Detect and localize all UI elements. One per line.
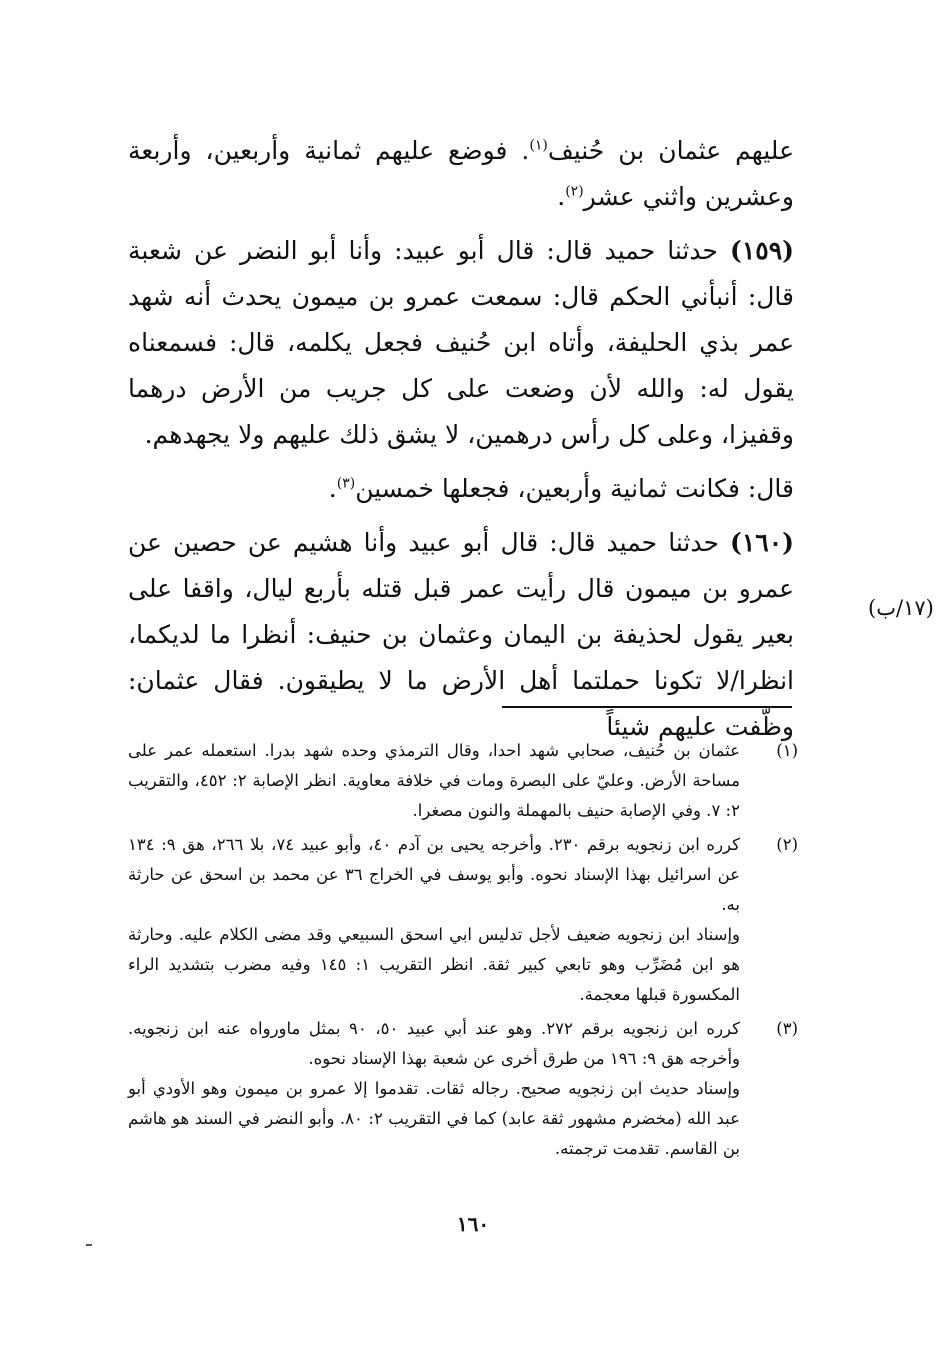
footnote-body: [128, 736, 740, 826]
footnote-3: [128, 1014, 798, 1164]
conclusion-end: .: [328, 474, 337, 503]
footnote-line: وإسناد ابن زنجويه ضعيف لأجل تدليس ابي اسحق السبيعي وقد مضى الكلام عليه. وحارثة هو ابن مُضَرِّب وهو تابعي كبير ثقة. انظر التقريب ١: ١٤٥ وفيه مضرب بتشديد الراء المكسورة قبلها معجمة.: [128, 925, 740, 1004]
footnote-line: وإسناد حديث ابن زنجويه صحيح. رجاله ثقات. تقدموا إلا عمرو بن ميمون وهو الأودي أبو عبد الله (مخضرم مشهور ثقة عابد) كما في التقريب ٢: ٨٠. وأبو النضر في السند هو هاشم بن القاسم. تقدمت ترجمته.: [128, 1079, 740, 1158]
paragraph-1-text-a: عليهم عثمان بن حُنيف: [547, 136, 794, 165]
manuscript-folio-note: (١٧/ب): [868, 596, 934, 620]
paragraph-159-conclusion: [128, 466, 794, 512]
footnote-line: كرره ابن زنجويه برقم ٢٣٠. وأخرجه يحيى بن آدم ٤٠، وأبو عبيد ٧٤، بلا ٢٦٦، هق ٩: ١٣٤ عن اسرائيل بهذا الإسناد نحوه. وأبو يوسف في الخراج ٣٦ عن محمد بن اسحق عن حارثة به.: [128, 835, 741, 914]
footnote-separator: [502, 706, 792, 708]
paragraph-159: [128, 228, 794, 458]
footnote-2: [128, 830, 798, 1010]
hadith-number-159: (١٥٩): [730, 236, 794, 265]
footnote-body: [128, 1014, 740, 1164]
paragraph-160-text: حدثنا حميد قال: قال أبو عبيد وأنا هشيم عن حصين عن عمرو بن ميمون قال رأيت عمر قبل قتله بأربع ليال، واقفا على بعير يقول لحذيفة بن اليمان وعثمان بن حنيف: أنظرا ما لديكما، انظرا/لا تكونا حملتما أهل الأرض ما لا يطيقون. فقال عثمان: وظّفت عليهم شيئاً: [128, 528, 794, 741]
footnote-line: كرره ابن زنجويه برقم ٢٧٢. وهو عند أبي عبيد ٥٠، ٩٠ بمثل ماورواه عنه ابن زنجويه. وأخرجه هق ٩: ١٩٦ من طرق أخرى عن شعبة بهذا الإسناد نحوه.: [128, 1019, 741, 1068]
main-text: [128, 128, 794, 758]
hadith-number-160: (١٦٠): [730, 528, 794, 557]
footnote-ref-2: (٢): [565, 183, 584, 200]
scan-mark: [86, 1244, 92, 1246]
footnote-label: (٢): [776, 835, 798, 854]
footnote-label: (١): [776, 741, 798, 760]
page-number: ١٦٠: [456, 1212, 490, 1236]
footnote-line: عثمان بن حُنيف، صحابي شهد احدا، وقال الترمذي وحده شهد بدرا. استعمله عمر على مساحة الأرض. وعليّ على البصرة ومات في خلافة معاوية. انظر الإصابة ٢: ٤٥٢، والتقريب ٢: ٧. وفي الإصابة حنيف بالمهملة والنون مصغرا.: [128, 741, 741, 820]
footnote-body: [128, 830, 740, 1010]
paragraph-159-text: حدثنا حميد قال: قال أبو عبيد: وأنا أبو النضر عن شعبة قال: أنبأني الحكم قال: سمعت عمرو بن ميمون يحدث أنه شهد عمر بذي الحليفة، وأتاه ابن حُنيف فجعل يكلمه، قال: فسمعناه يقول له: والله لأن وضعت على كل جريب من الأرض درهما وقفيزا، وعلى كل رأس درهمين، لا يشق ذلك عليهم ولا يجهدهم.: [128, 236, 794, 449]
paragraph-160: [128, 520, 794, 750]
paragraph-1-text-b: . فوضع عليهم ثمانية وأربعين، وأربعة وعشرين واثني عشر: [128, 136, 794, 211]
paragraph-1-text-c: .: [557, 182, 566, 211]
footnotes: [128, 736, 798, 1168]
conclusion-text: قال: فكانت ثمانية وأربعين، فجعلها خمسين: [355, 474, 794, 503]
footnote-ref-3: (٣): [336, 475, 356, 492]
footnote-1: [128, 736, 798, 826]
paragraph-1: [128, 128, 794, 220]
footnote-label: (٣): [776, 1019, 798, 1038]
footnote-ref-1: (١): [529, 137, 548, 154]
